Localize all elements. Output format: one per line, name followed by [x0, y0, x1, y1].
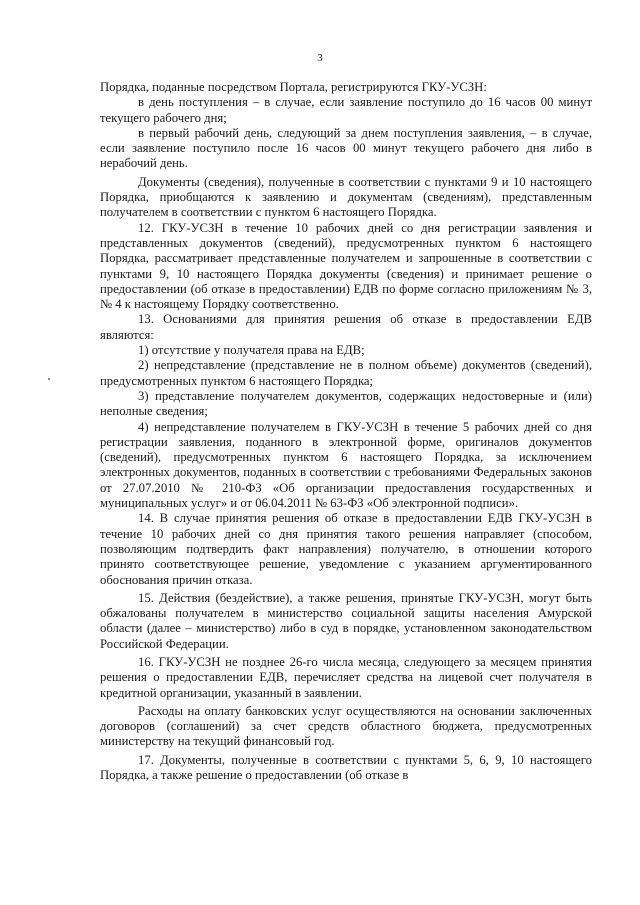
paragraph-item-13-1: 1) отсутствие у получателя права на ЕДВ;: [138, 343, 365, 358]
page-number: 3: [317, 52, 323, 64]
paragraph-item-13-4: 4) непредставление получателем в ГКУ-УСЗН в течение 5 рабочих дней со дня регистрации заявления, поданного в электронной форме, оригиналов документов (сведений), предусмотренных пунктом 6 настоящего Порядка, за исключением электронных документов, поданных в соответствии с требованиями Федеральных законов от 27.07.2010 № 210-ФЗ «Об организации предоставления государственных и муниципальных услуг» и от 06.04.2011 № 63-ФЗ «Об электронной подписи».: [100, 419, 592, 511]
paragraph-item-16: 16. ГКУ-УСЗН не позднее 26-го числа месяца, следующего за месяцем принятия решения о предоставлении ЕДВ, перечисляет средства на лицевой счет получателя в кредитной организации, указанный в заявлении.: [100, 654, 592, 700]
scan-dot: [48, 378, 50, 380]
paragraph-item-12: 12. ГКУ-УСЗН в течение 10 рабочих дней со дня регистрации заявления и представленных документов (сведений), предусмотренных пунктом 6 настоящего Порядка, рассматривает представленные получателем и запрошенные в соответствии с пунктами 9, 10 настоящего Порядка документы (сведения) и принимает решение о предоставлении (об отказе в предоставлении) ЕДВ по форме согласно приложениям № 3, № 4 к настоящему Порядку соответственно.: [100, 220, 592, 312]
document-body: [100, 80, 592, 783]
paragraph-documents-attached: Документы (сведения), полученные в соответствии с пунктами 9 и 10 настоящего Порядка, приобщаются к заявлению и документам (сведениям), представленным получателем в соответствии с пунктом 6 настоящего Порядка.: [100, 174, 592, 220]
paragraph-registration-same-day: в день поступления – в случае, если заявление поступило до 16 часов 00 минут текущего рабочего дня;: [100, 95, 592, 125]
paragraph-item-13: 13. Основаниями для принятия решения об отказе в предоставлении ЕДВ являются:: [100, 312, 592, 342]
paragraph-item-13-2: 2) непредставление (представление не в полном объеме) документов (сведений), предусмотренных пунктом 6 настоящего Порядка;: [100, 358, 592, 388]
paragraph-item-14: 14. В случае принятия решения об отказе в предоставлении ЕДВ ГКУ-УСЗН в течение 10 рабочих дней со дня принятия такого решения направляет (способом, позволяющим подтвердить факт направления) получателю, в отношении которого принято соответствующее решение, уведомление с указанием аргументированного обоснования причин отказа.: [100, 511, 592, 587]
paragraph-item-17: 17. Документы, полученные в соответствии с пунктами 5, 6, 9, 10 настоящего Порядка, а также решение о предоставлении (об отказе в: [100, 752, 592, 783]
paragraph-continuation: Порядка, поданные посредством Портала, регистрируются ГКУ-УСЗН:: [100, 80, 487, 94]
paragraph-item-13-3: 3) представление получателем документов, содержащих недостоверные и (или) неполные сведения;: [100, 388, 592, 419]
paragraph-registration-next-day: в первый рабочий день, следующий за днем поступления заявления, – в случае, если заявление поступило после 16 часов 00 минут текущего рабочего дня либо в нерабочий день.: [100, 125, 592, 171]
paragraph-item-15: 15. Действия (бездействие), а также решения, принятые ГКУ-УСЗН, могут быть обжалованы получателем в министерство социальной защиты населения Амурской области (далее – министерство) либо в суд в порядке, установленном законодательством Российской Федерации.: [100, 590, 592, 651]
paragraph-bank-expenses: Расходы на оплату банковских услуг осуществляются на основании заключенных договоров (соглашений) за счет средств областного бюджета, предусмотренных министерству на текущий финансовый год.: [100, 703, 592, 749]
